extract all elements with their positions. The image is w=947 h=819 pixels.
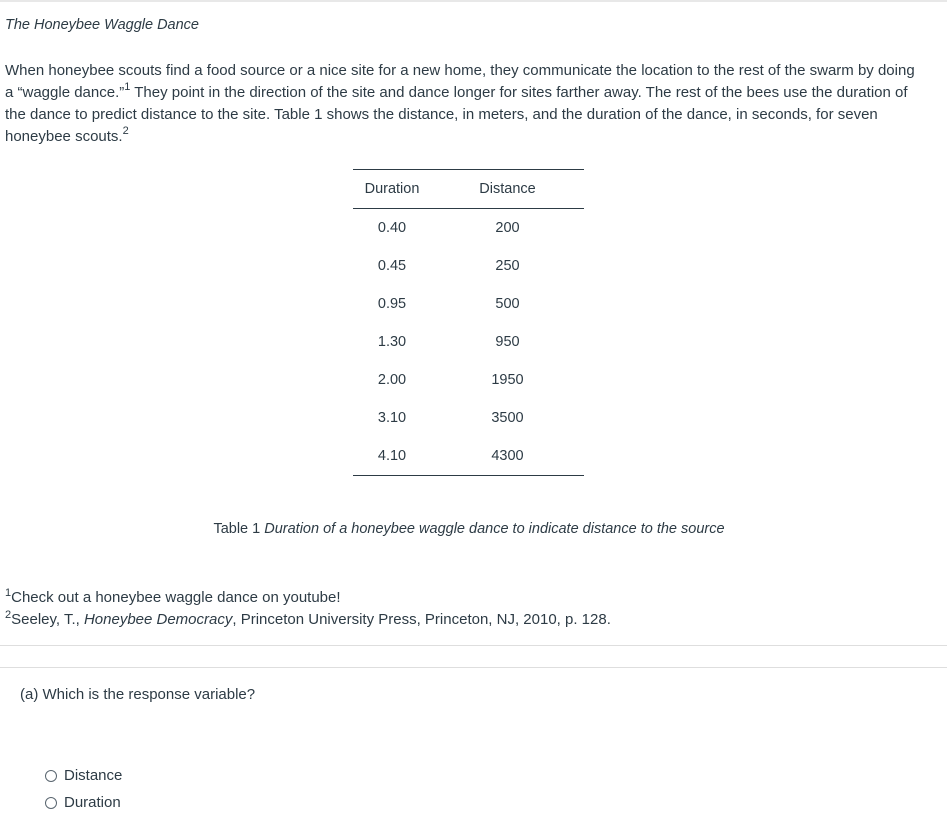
footnote-2-rest: , Princeton University Press, Princeton, NJ, 2010, p. 128.: [232, 611, 611, 628]
footnotes: [5, 587, 611, 631]
footnote-2-book-title: Honeybee Democracy: [83, 611, 233, 628]
table-cell-duration: 0.40: [377, 220, 407, 236]
footnote-ref-2: 2: [122, 125, 129, 137]
table-row: [353, 285, 584, 323]
column-header-duration: Duration: [353, 170, 431, 209]
table-caption: [0, 521, 938, 537]
radio-button-icon[interactable]: [45, 797, 57, 809]
footnote-1: [5, 587, 611, 609]
table-cell-duration: 0.45: [377, 258, 407, 274]
table-cell-distance: 3500: [491, 410, 524, 426]
table-cell-duration: 4.10: [353, 437, 431, 476]
table-caption-text: Duration of a honeybee waggle dance to indicate distance to the source: [264, 521, 725, 537]
intro-text-part1: When honeybee scouts find a food source or a nice site for a new home, they communicate the location to the rest of the swarm by doing a “waggle dance.”: [5, 62, 915, 101]
table-row: [353, 323, 584, 361]
table-row: [353, 361, 584, 399]
answer-options: [45, 762, 122, 816]
table-cell-distance: 500: [495, 296, 520, 312]
intro-paragraph: [5, 60, 925, 148]
option-distance[interactable]: [45, 762, 122, 789]
table-row: [353, 437, 584, 476]
table-row: [353, 247, 584, 285]
table-cell-duration: 2.00: [377, 372, 407, 388]
table-cell-duration: 3.10: [377, 410, 407, 426]
footnote-2-mark: 2: [5, 609, 12, 621]
table-caption-label: Table 1: [213, 521, 261, 537]
column-header-distance: Distance: [431, 170, 584, 209]
table-cell-distance: 200: [495, 220, 520, 236]
table-row: [353, 209, 584, 248]
intro-text-part2: They point in the direction of the site and dance longer for sites farther away. The rest of the bees use the duration of the dance to predict distance to the site. Table 1 shows the distance, in meters, and the duration of the dance, in seconds, for seven honeybee scouts.: [5, 84, 908, 145]
footnote-2-author: Seeley, T.,: [11, 611, 84, 628]
footnote-1-mark: 1: [5, 587, 12, 599]
question-prompt: (a) Which is the response variable?: [20, 686, 256, 703]
option-duration-label: Duration: [64, 794, 121, 811]
section-divider-top: [0, 645, 947, 646]
table-cell-distance: 1950: [491, 372, 524, 388]
footnote-ref-1: 1: [124, 81, 131, 93]
table-cell-distance: 250: [495, 258, 520, 274]
table-header-row: [353, 170, 584, 209]
option-distance-label: Distance: [64, 767, 123, 784]
table-cell-distance: 950: [495, 334, 520, 350]
table-cell-duration: 0.95: [377, 296, 407, 312]
option-duration[interactable]: [45, 789, 122, 816]
radio-button-icon[interactable]: [45, 770, 57, 782]
table-row: [353, 399, 584, 437]
section-divider-bottom: [0, 667, 947, 668]
table-cell-distance: 4300: [431, 437, 584, 476]
footnote-2: [5, 609, 611, 631]
data-table: [353, 169, 584, 476]
table-cell-duration: 1.30: [377, 334, 407, 350]
top-divider: [0, 0, 947, 2]
footnote-1-text: Check out a honeybee waggle dance on youtube!: [11, 589, 341, 606]
problem-title: The Honeybee Waggle Dance: [5, 17, 199, 33]
